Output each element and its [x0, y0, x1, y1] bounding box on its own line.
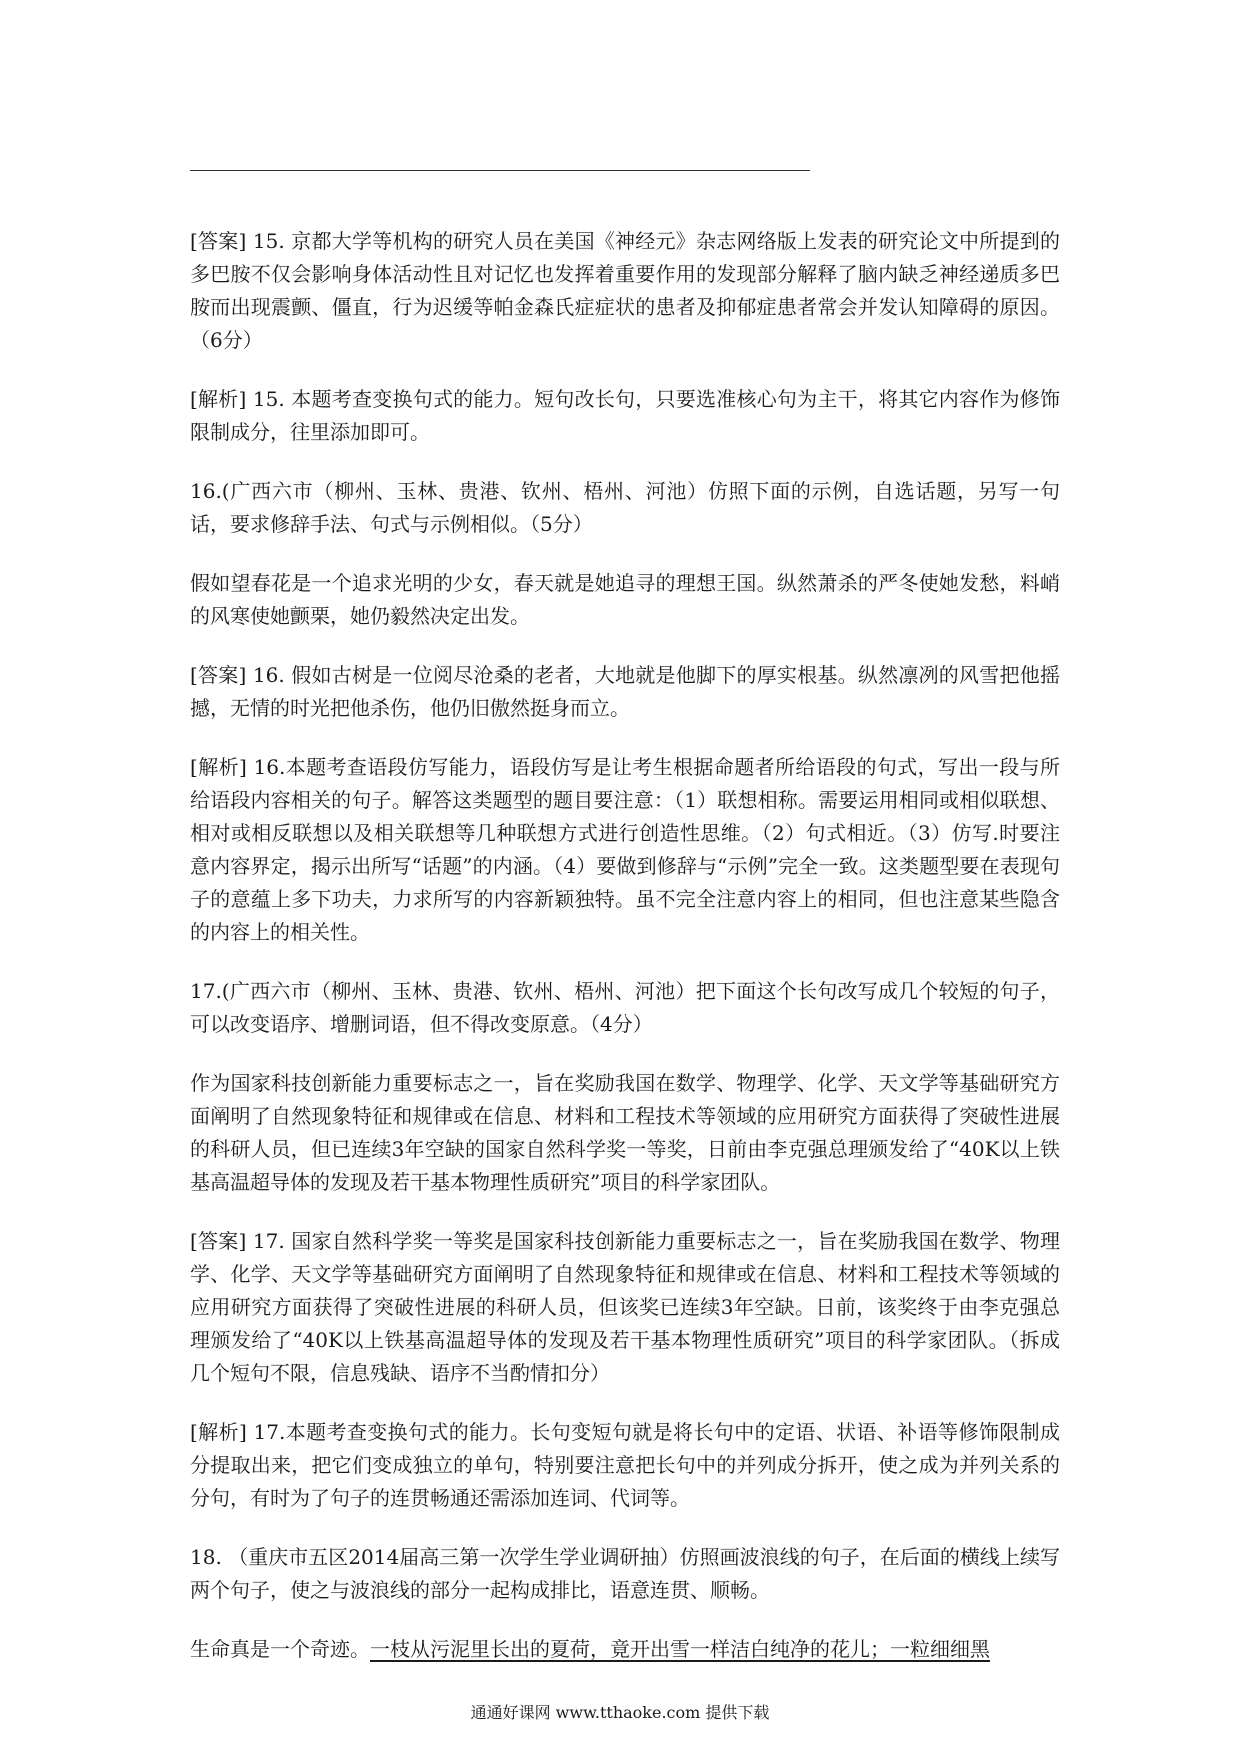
question-16: 16.(广西六市（柳州、玉林、贵港、钦州、梧州、河池）仿照下面的示例，自选话题，另写一句话，要求修辞手法、句式与示例相似。（5分） [190, 479, 1060, 536]
passage-18 [190, 1633, 1060, 1666]
page-footer: 通通好课网 www.tthaoke.com 提供下载 [470, 1703, 770, 1722]
passage-18-wavy-sentence: 一枝从污泥里长出的夏荷，竟开出雪一样洁白纯净的花儿；一粒细细黑 [370, 1637, 990, 1661]
answer-17: [答案] 17. 国家自然科学奖一等奖是国家科技创新能力重要标志之一，旨在奖励我国在数学、物理学、化学、天文学等基础研究方面阐明了自然现象特征和规律或在信息、材料和工程技术等领域的应用研究方面获得了突破性进展的科研人员，但该奖已连续3年空缺。日前，该奖终于由李克强总理颁发给了“40K以上铁基高温超导体的发现及若干基本物理性质研究”项目的科学家团队。（拆成几个短句不限，信息残缺、语序不当酌情扣分） [190, 1229, 1060, 1385]
answer-16: [答案] 16. 假如古树是一位阅尽沧桑的老者，大地就是他脚下的厚实根基。纵然凛冽的风雪把他摇撼，无情的时光把他杀伤，他仍旧傲然挺身而立。 [190, 663, 1060, 720]
document-body [190, 225, 1060, 1692]
passage-18-lead: 生命真是一个奇迹。 [190, 1637, 370, 1661]
passage-17: 作为国家科技创新能力重要标志之一，旨在奖励我国在数学、物理学、化学、天文学等基础研究方面阐明了自然现象特征和规律或在信息、材料和工程技术等领域的应用研究方面获得了突破性进展的科研人员，但已连续3年空缺的国家自然科学奖一等奖，日前由李克强总理颁发给了“40K以上铁基高温超导体的发现及若干基本物理性质研究”项目的科学家团队。 [190, 1071, 1060, 1194]
top-divider [190, 170, 810, 171]
analysis-15: [解析] 15. 本题考查变换句式的能力。短句改长句，只要选准核心句为主干，将其它内容作为修饰限制成分，往里添加即可。 [190, 387, 1060, 444]
analysis-17: [解析] 17.本题考查变换句式的能力。长句变短句就是将长句中的定语、状语、补语等修饰限制成分提取出来，把它们变成独立的单句，特别要注意把长句中的并列成分拆开，使之成为并列关系的分句，有时为了句子的连贯畅通还需添加连词、代词等。 [190, 1420, 1060, 1510]
answer-15: [答案] 15. 京都大学等机构的研究人员在美国《神经元》杂志网络版上发表的研究论文中所提到的多巴胺不仅会影响身体活动性且对记忆也发挥着重要作用的发现部分解释了脑内缺乏神经递质多巴胺而出现震颤、僵直，行为迟缓等帕金森氏症症状的患者及抑郁症患者常会并发认知障碍的原因。（6分） [190, 229, 1060, 352]
question-18: 18. （重庆市五区2014届高三第一次学生学业调研抽）仿照画波浪线的句子，在后面的横线上续写两个句子，使之与波浪线的部分一起构成排比，语意连贯、顺畅。 [190, 1545, 1060, 1602]
example-16: 假如望春花是一个追求光明的少女，春天就是她追寻的理想王国。纵然萧杀的严冬使她发愁，料峭的风寒使她颤栗，她仍毅然决定出发。 [190, 571, 1060, 628]
question-17: 17.(广西六市（柳州、玉林、贵港、钦州、梧州、河池）把下面这个长句改写成几个较短的句子，可以改变语序、增删词语，但不得改变原意。（4分） [190, 979, 1060, 1036]
analysis-16: [解析] 16.本题考查语段仿写能力，语段仿写是让考生根据命题者所给语段的句式，写出一段与所给语段内容相关的句子。解答这类题型的题目要注意：（1）联想相称。需要运用相同或相似联想、相对或相反联想以及相关联想等几种联想方式进行创造性思维。（2）句式相近。（3）仿写.时要注意内容界定，揭示出所写“话题”的内涵。（4）要做到修辞与“示例”完全一致。这类题型要在表现句子的意蕴上多下功夫，力求所写的内容新颖独特。虽不完全注意内容上的相同，但也注意某些隐含的内容上的相关性。 [190, 755, 1060, 944]
